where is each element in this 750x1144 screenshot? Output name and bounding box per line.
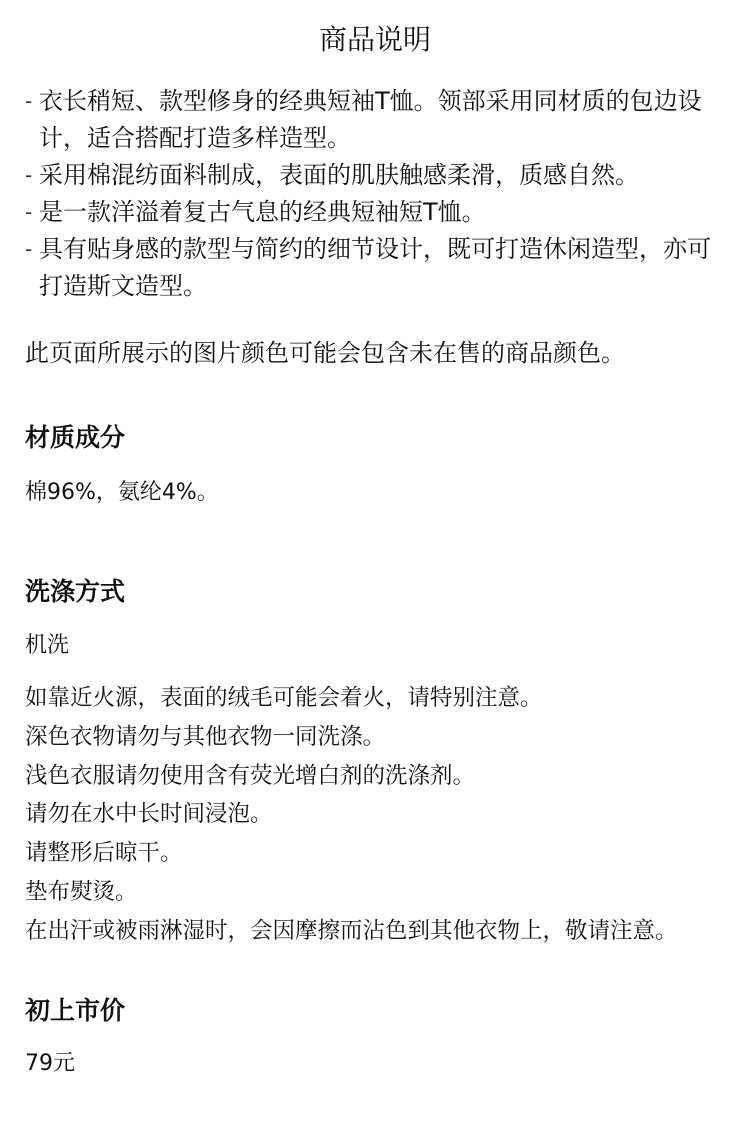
description-item [25,83,725,157]
price-heading: 初上市价 [25,995,126,1025]
bullet-marker: - [25,237,33,261]
page-title: 商品说明 [318,23,431,56]
washing-note: 在出汗或被雨淋湿时，会因摩擦而沾色到其他衣物上，敬请注意。 [25,917,678,944]
washing-note: 深色衣物请勿与其他衣物一同洗涤。 [25,723,386,750]
description-list [25,83,725,305]
bullet-marker: - [25,163,33,187]
washing-note: 请整形后晾干。 [25,840,183,867]
material-composition: 棉96%，氨纶4%。 [25,480,219,505]
description-item-text: 衣长稍短、款型修身的经典短袖T恤。领部采用同材质的包边设计，适合搭配打造多样造型。 [39,87,702,152]
bullet-marker: - [25,89,33,113]
washing-note: 如靠近火源，表面的绒毛可能会着火，请特别注意。 [25,685,543,711]
washing-note: 浅色衣服请勿使用含有荧光增白剂的洗涤剂。 [25,762,476,789]
description-item [25,194,725,231]
washing-note: 垫布熨烫。 [25,878,138,905]
washing-notes [25,679,725,951]
washing-note: 请勿在水中长时间浸泡。 [25,801,273,828]
washing-method: 机洗 [25,633,70,658]
description-item [25,231,725,305]
description-item-text: 采用棉混纺面料制成，表面的肌肤触感柔滑，质感自然。 [39,161,639,189]
bullet-marker: - [25,200,33,224]
description-item-text: 具有贴身感的款型与简约的细节设计，既可打造休闲造型，亦可打造斯文造型。 [39,235,711,300]
color-disclaimer: 此页面所展示的图片颜色可能会包含未在售的商品颜色。 [25,339,625,367]
washing-heading: 洗涤方式 [25,577,126,606]
launch-price: 79元 [25,1050,75,1076]
material-heading: 材质成分 [25,423,126,452]
description-item [25,157,725,194]
description-item-text: 是一款洋溢着复古气息的经典短袖短T恤。 [39,198,486,226]
